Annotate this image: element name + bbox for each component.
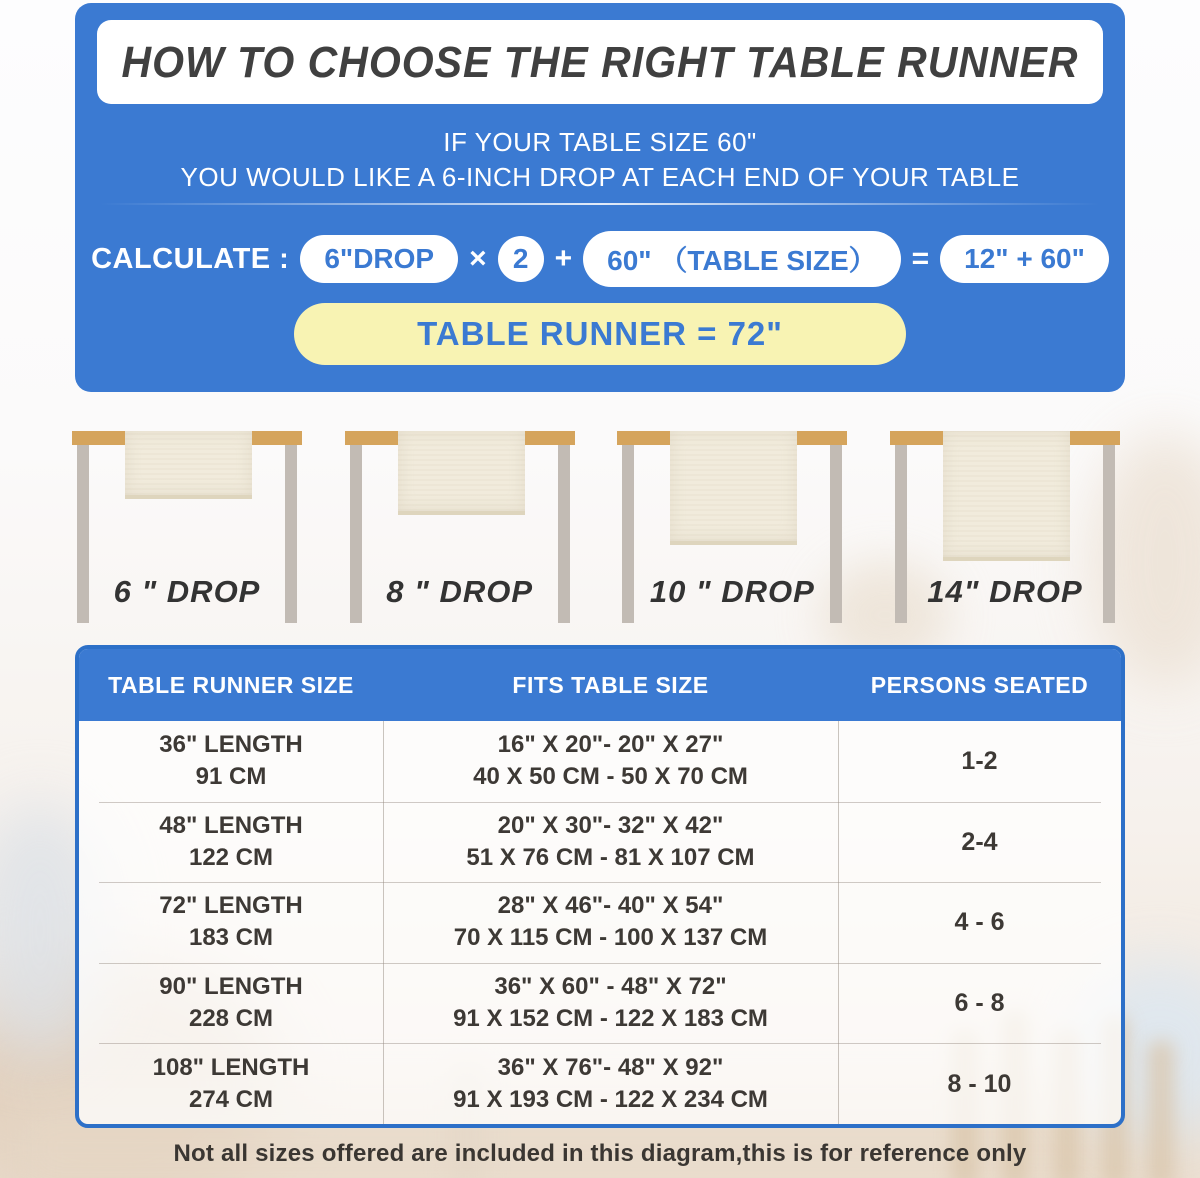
size-chart-panel [75,645,1125,1128]
header-panel [75,3,1125,392]
fits-size-cell: 16" X 20"- 20" X 27" 40 X 50 CM - 50 X 70 CM [473,731,748,791]
drop-label: 10 " DROP [649,574,815,609]
drop-illustrations [72,425,1120,640]
drop-figure-8 [345,425,575,640]
result-text: TABLE RUNNER = 72" [417,315,783,352]
persons-cell: 4 - 6 [954,908,1005,937]
footer-note: Not all sizes offered are included in this diagram,this is for reference only [173,1140,1027,1167]
persons-cell: 1-2 [961,747,998,776]
persons-cell: 8 - 10 [947,1069,1012,1098]
subtitle-line-2: YOU WOULD LIKE A 6-INCH DROP AT EACH END OF YOUR TABLE [180,162,1020,192]
runner-drape [125,431,252,499]
table-size-pill: 60" （TABLE SIZE） [583,231,900,287]
table-row [79,802,1121,883]
plus-operator: + [554,242,573,275]
runner-size-cell: 90" LENGTH 228 CM [159,973,303,1033]
runner-drape [943,431,1070,561]
runner-size-cell: 108" LENGTH 274 CM [152,1053,310,1113]
fits-size-cell: 28" X 46"- 40" X 54" 70 X 115 CM - 100 X 137 CM [453,892,768,952]
column-header-runner-size: TABLE RUNNER SIZE [108,671,354,698]
drop-figure-10 [617,425,847,640]
persons-cell: 6 - 8 [954,989,1005,1018]
subtitle-line-1: IF YOUR TABLE SIZE 60" [443,127,757,157]
drop-label: 6 " DROP [113,574,261,609]
runner-size-cell: 48" LENGTH 122 CM [159,811,303,871]
drop-label: 8 " DROP [386,574,534,609]
persons-cell: 2-4 [961,827,998,856]
column-header-persons: PERSONS SEATED [870,671,1089,698]
fits-size-cell: 36" X 76"- 48" X 92" 91 X 193 CM - 122 X 234 CM [453,1053,768,1113]
calculate-label: CALCULATE : [91,242,290,275]
multiply-operator: × [469,242,487,275]
title-banner [97,20,1103,104]
column-header-fits-size: FITS TABLE SIZE [512,671,709,698]
table-row [79,721,1121,802]
runner-size-cell: 36" LENGTH 91 CM [159,731,303,791]
runner-size-cell: 72" LENGTH 183 CM [159,892,303,952]
runner-drape [398,431,525,515]
table-row [79,882,1121,963]
table-row [79,963,1121,1044]
drop-value-pill: 6"DROP [300,235,458,283]
page-title: HOW TO CHOOSE THE RIGHT TABLE RUNNER [121,37,1079,86]
fits-size-cell: 36" X 60" - 48" X 72" 91 X 152 CM - 122 X 183 CM [453,973,768,1033]
runner-drape [670,431,797,545]
drop-label: 14" DROP [927,574,1083,609]
size-chart-header [79,649,1121,721]
result-pill [294,303,906,365]
drop-figure-6 [72,425,302,640]
equals-operator: = [911,242,930,275]
drop-figure-14 [890,425,1120,640]
divider-line [100,203,1100,205]
size-chart-body [79,721,1121,1124]
calculation-row [75,231,1125,287]
fits-size-cell: 20" X 30"- 32" X 42" 51 X 76 CM - 81 X 107 CM [466,811,755,871]
sum-pill: 12" + 60" [940,235,1109,283]
times-two-badge: 2 [498,236,544,282]
table-row [79,1043,1121,1124]
